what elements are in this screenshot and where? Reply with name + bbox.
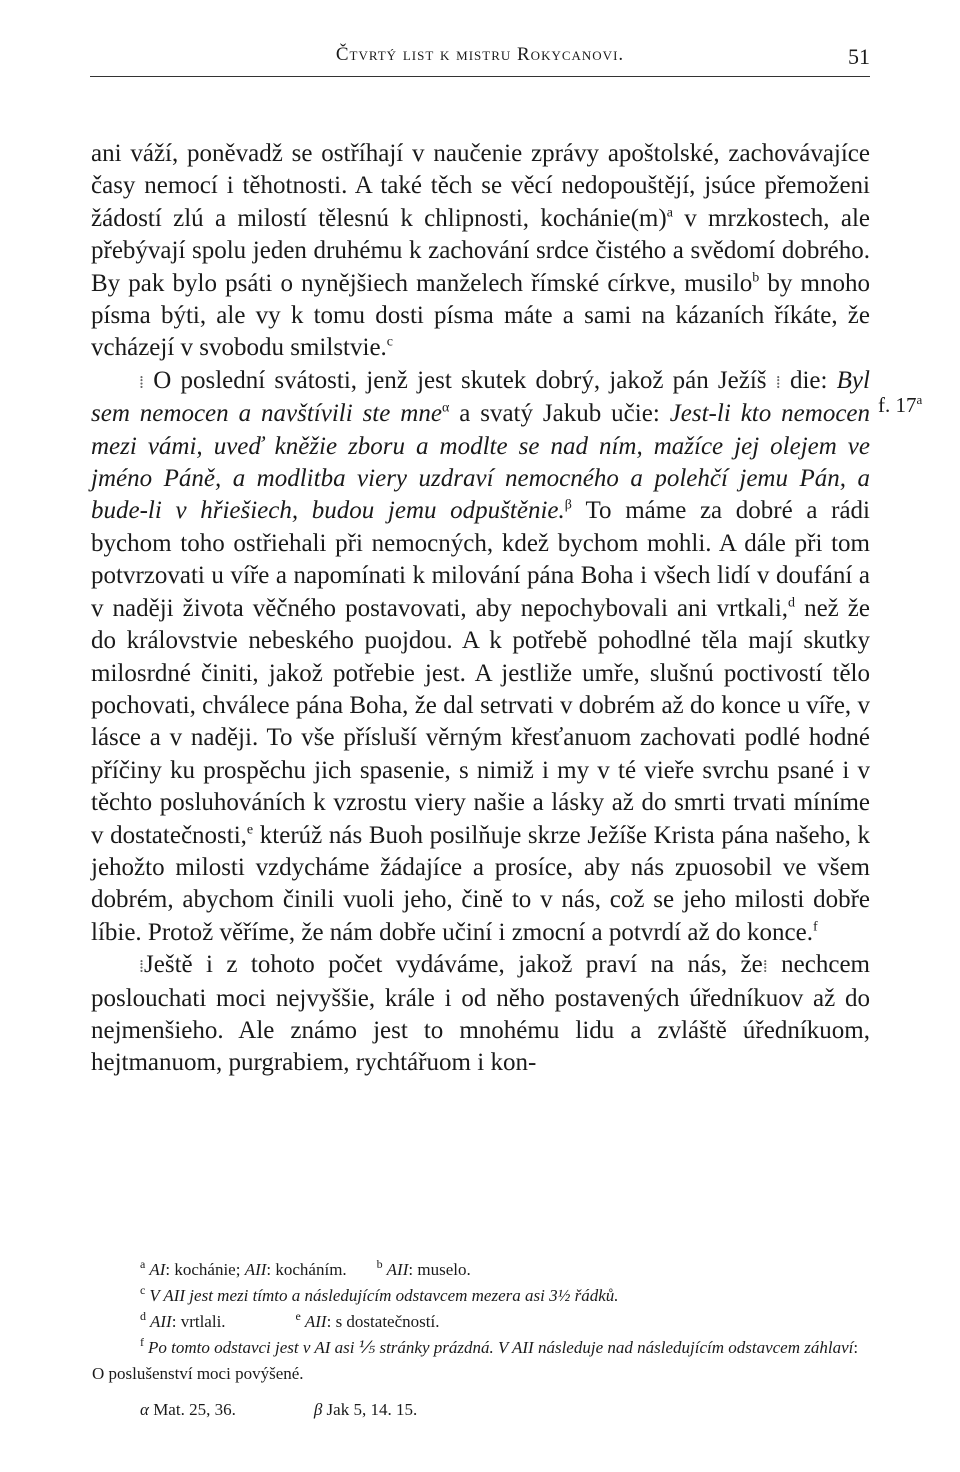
siglum: AI [149, 1260, 166, 1279]
ref-text: Mat. 25, 36. [153, 1400, 236, 1419]
text-run: ani váží, poněvadž se ostříhají v naučenie zprávy apoštolské, zachovávajíce časy nemocí i těhotnosti. A také těch se věcí nedopouštějí, jsúce přemoženi žádostí zlú a milostí tělesnú k chlipnosti, kochánie(m) [91, 140, 870, 232]
siglum: AII [304, 1312, 327, 1331]
text-run: nechcem poslouchati moci nejvyššie, krále i od něho postavených úředníkuov až do nejmenšieho. Ale známo jest to mnohému lidu a zvláště úředníkuom, hejtmanuom, purgrabiem, rychtářuom i kon- [91, 951, 870, 1077]
siglum: AII [150, 1312, 172, 1331]
footnote-mark: e [295, 1309, 301, 1324]
footnote-mark: b [376, 1257, 383, 1272]
text-run: než že do královstvie nebeského puojdou. A k potřebě pohodlné těla mají skutky milosrdné činiti, jakož potřebie jest. A jestliže umře, slušnú poctivostí tělo pochovati, chválece pána Boha, že dal setrvati v dobrém až do konce u víře, v lásce a v naději. To vše přísluší věrným křesťanuom zachovati podlé hodné příčiny ku prospěchu jich spasenie, s nimiž i my v té vieře svrchu psané i v těchto posluhováních k vzrostu viery našie a lásky až do smrti trvati míníme v dostatečnosti, [91, 594, 870, 849]
running-title [90, 44, 870, 66]
margin-folio-side: a [916, 392, 923, 407]
paragraph-2 [91, 365, 870, 949]
biblical-references [92, 1397, 872, 1423]
siglum: AII [386, 1260, 409, 1279]
footnote-a-b-line [92, 1257, 872, 1283]
footnote-ref-beta: β [564, 498, 572, 514]
footnote-text: : muselo. [408, 1260, 471, 1279]
footnote-ref-f: f [813, 919, 818, 935]
text-run: a svatý Jakub učie: [449, 400, 670, 428]
footnote-mark: d [140, 1309, 146, 1324]
footnote-ref-alpha: α [441, 400, 450, 416]
footnote-text: : vrtlali. [171, 1312, 226, 1331]
margin-folio: f. 17 [878, 393, 917, 417]
footnote-text: : s dostatečností. [326, 1312, 440, 1331]
separator-mark: ⁞ [139, 371, 145, 392]
text-run: by mnoho písma býti, ale vy k tomu dosti písma máte a sami na kázaních říkáte, že vcházejí v svobodu smilstvie. [91, 269, 870, 362]
footnote-c-line [92, 1283, 872, 1309]
page-number: 51 [848, 44, 870, 69]
footnote-text: Po tomto odstavci jest v AI asi ⅕ stránky prázdná. V AII následuje nad následujícím odstavcem záhlaví [148, 1338, 854, 1357]
footnote-mark: c [140, 1283, 146, 1298]
running-title-text: Čtvrtý list k mistru Rokycanovi. [335, 44, 625, 65]
footnote-text: : kocháním. [266, 1260, 347, 1279]
footnote-text: V AII jest mezi tímto a následujícím odstavcem mezera asi 3½ řádků. [149, 1286, 619, 1305]
footnote-ref-a: a [666, 205, 673, 221]
footnotes [92, 1257, 872, 1423]
footnote-text: : O poslušenství moci povýšené. [92, 1338, 859, 1383]
ref-text: Jak 5, 14. 15. [326, 1400, 418, 1419]
quote-matthew: Byl sem nemocen a navštívili ste mne [91, 366, 870, 428]
separator-mark: ⁞ [139, 956, 145, 977]
margin-folio-note [878, 392, 922, 418]
separator-mark: ⁞ [762, 956, 768, 977]
siglum: AII [244, 1260, 267, 1279]
paragraph-1 [91, 138, 870, 365]
footnote-f-block [92, 1335, 872, 1387]
text-run: To máme za dobré a rádi bychom toho ostřiehali při nemocných, kdež bychom mohli. A dále při tom potvrzovati u víře a napomínati k milování pána Boha i všech lidí v doufání a v naději života věčného postavovati, aby nepochybovali ani vrtkali, [91, 497, 870, 622]
text-run: die: [780, 366, 837, 394]
footnote-mark: f [140, 1335, 144, 1350]
text-run: kterúž nás Buoh posilňuje skrze Ježíše Krista pána našeho, k jehožto milosti vzdycháme žádajíce a prosíce, aby nás zpuosobil ve všem dobrém, abychom činili vuoli jeho, čině to v nás, což se jeho milosti dobře líbie. Protož věříme, že nám dobře učiní i zmocní a potvrdí až do konce. [91, 821, 871, 946]
separator-mark: ⁞ [775, 371, 781, 392]
footnote-d-e-line [92, 1309, 872, 1335]
text-run: O poslední svátosti, jenž jest skutek dobrý, jakož pán Ježíš [144, 366, 776, 394]
footnote-ref-e: e [246, 822, 254, 838]
footnote-ref-c: c [386, 335, 394, 351]
ref-mark: α [140, 1400, 149, 1419]
footnote-ref-b: b [752, 270, 760, 286]
text-run: Ještě i z tohoto počet vydáváme, jakož praví na nás, že [144, 951, 763, 979]
paragraph-3 [91, 949, 870, 1080]
quote-james: Jest-li kto nemocen mezi vámi, uveď kněžie zboru a modlte se nad ním, mažíce jej olejem ve jméno Páně, a modlitba viery uzdraví nemocného a polehčí jemu Pán, a bude-li v hřiešiech, budou jemu odpuštěnie. [91, 400, 871, 525]
footnote-mark: a [140, 1257, 146, 1272]
page-header [90, 36, 870, 76]
header-rule [90, 76, 870, 77]
footnote-text: : kochánie; [165, 1260, 245, 1279]
main-text [91, 138, 870, 1080]
text-run: v mrzkostech, ale přebývají spolu jeden druhému k zachování srdce čistého a svědomí dobrého. By pak bylo psáti o nynějšiech manželech římské církve, musilo [91, 204, 870, 297]
ref-mark: β [313, 1400, 323, 1419]
footnote-ref-d: d [788, 595, 796, 611]
